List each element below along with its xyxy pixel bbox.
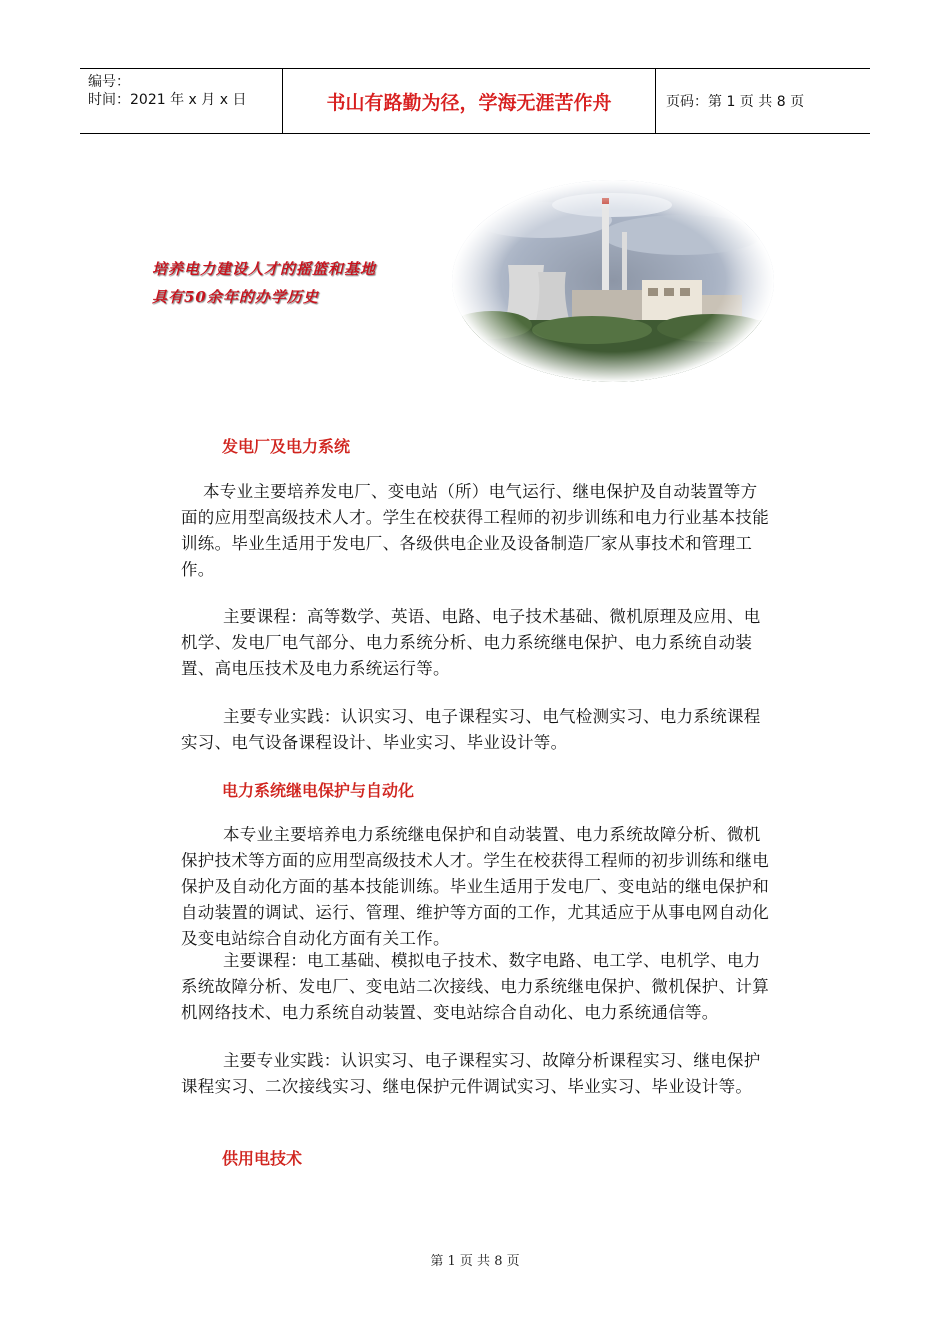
section-1-paragraph-2: 主要课程：高等数学、英语、电路、电子技术基础、微机原理及应用、电机学、发电厂电气部分、电力系统分析、电力系统继电保护、电力系统自动装置、高电压技术及电力系统运行等。 [181,607,761,678]
section-title-1: 发电厂及电力系统 [222,437,351,456]
power-plant-photo [452,180,774,382]
number-label: 编号： [88,74,130,90]
banner-slogan-line1: 培养电力建设人才的摇篮和基地 [152,260,377,278]
section-1-paragraph-3: 主要专业实践：认识实习、电子课程实习、电气检测实习、电力系统课程实习、电气设备课程设计、毕业实习、毕业设计等。 [181,707,761,752]
header-page-info: 页码：第 1 页 共 8 页 [666,94,805,110]
section-1-paragraph-1: 本专业主要培养发电厂、变电站（所）电气运行、继电保护及自动装置等方面的应用型高级技术人才。学生在校获得工程师的初步训练和电力行业基本技能训练。毕业生适用于发电厂、各级供电企业及设备制造厂家从事技术和管理工作。 [181,482,769,579]
banner-slogan-line2: 具有50余年的办学历史 [152,288,319,306]
section-title-2: 电力系统继电保护与自动化 [222,781,415,800]
section-2-paragraph-3: 主要专业实践：认识实习、电子课程实习、故障分析课程实习、继电保护课程实习、二次接线实习、继电保护元件调试实习、毕业实习、毕业设计等。 [181,1051,761,1096]
header-meta [80,69,283,133]
section-2-paragraph-1: 本专业主要培养电力系统继电保护和自动装置、电力系统故障分析、微机保护技术等方面的应用型高级技术人才。学生在校获得工程师的初步训练和继电保护及自动化方面的基本技能训练。毕业生适用于发电厂、变电站的继电保护和自动装置的调试、运行、管理、维护等方面的工作，尤其适应于从事电网自动化及变电站综合自动化方面有关工作。 [181,825,769,948]
header-motto: 书山有路勤为径，学海无涯苦作舟 [283,69,656,133]
page-footer: 第 1 页 共 8 页 [430,1254,520,1269]
page-header [80,68,870,134]
time-label: 时间：2021 年 x 月 x 日 [88,92,247,108]
section-2-paragraph-2: 主要课程：电工基础、模拟电子技术、数字电路、电工学、电机学、电力系统故障分析、发电厂、变电站二次接线、电力系统继电保护、微机保护、计算机网络技术、电力系统自动装置、变电站综合自动化、电力系统通信等。 [181,951,769,1022]
section-title-3: 供用电技术 [222,1149,303,1168]
power-plant-illustration [452,180,774,382]
